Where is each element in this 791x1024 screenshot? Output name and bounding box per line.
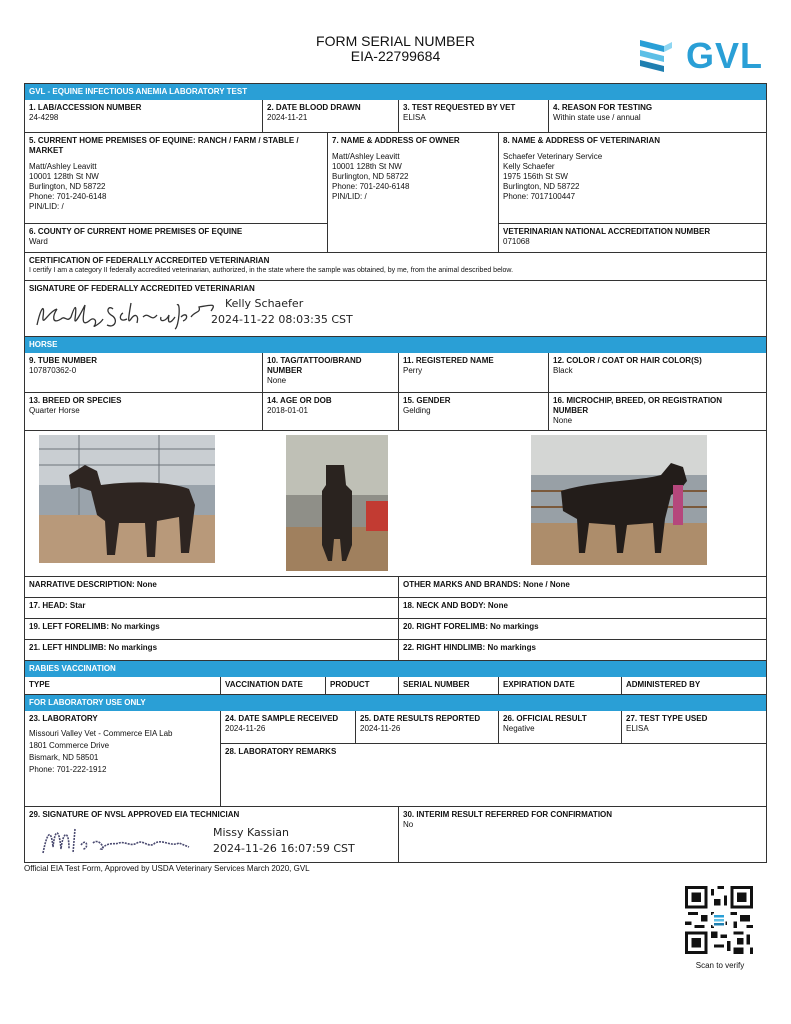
- field-test-type: [622, 711, 766, 744]
- column-header: ADMINISTERED BY: [626, 680, 701, 689]
- field-value: 1801 Commerce Drive: [29, 741, 110, 750]
- qr-logo-icon: [713, 914, 726, 927]
- certification-text: I certify I am a category II federally accredited veterinarian, authorized, in the state where the sample was obtained, by me, from the animal described below.: [29, 267, 514, 274]
- field-label: 21. LEFT HINDLIMB: No markings: [29, 643, 158, 652]
- field-label: 16. MICROCHIP, BREED, OR REGISTRATION: [553, 396, 723, 405]
- field-county: [25, 224, 328, 253]
- form-serial-number: EIA-22799684: [350, 48, 441, 64]
- field-home-premises: [25, 133, 328, 224]
- field-value: Kelly Schaefer: [503, 162, 555, 171]
- field-interim-result: [399, 807, 766, 862]
- section-lab-header: FOR LABORATORY USE ONLY: [25, 695, 766, 711]
- vet-signature-name: Kelly Schaefer: [225, 297, 304, 310]
- field-label: NUMBER: [267, 366, 303, 375]
- field-registered-name: [399, 353, 549, 393]
- field-label: 11. REGISTERED NAME: [403, 356, 494, 365]
- field-label: 6. COUNTY OF CURRENT HOME PREMISES OF EQUINE: [29, 227, 243, 236]
- field-value: Ward: [29, 237, 48, 246]
- verification-qr-code[interactable]: [685, 886, 753, 954]
- field-value: Missouri Valley Vet - Commerce EIA Lab: [29, 729, 173, 738]
- field-label: 23. LABORATORY: [29, 714, 98, 723]
- field-tube-number: [25, 353, 263, 393]
- field-label: 18. NECK AND BODY: None: [403, 601, 508, 610]
- field-tag-tattoo: [263, 353, 399, 393]
- field-label: 1. LAB/ACCESSION NUMBER: [29, 103, 142, 112]
- field-laboratory: [25, 711, 221, 807]
- field-value: No: [403, 820, 414, 829]
- marks-left-hindlimb: [25, 640, 399, 661]
- footer-note: Official EIA Test Form, Approved by USDA Veterinary Services March 2020, GVL: [24, 864, 310, 873]
- certification-title: CERTIFICATION OF FEDERALLY ACCREDITED VETERINARIAN: [29, 256, 270, 265]
- field-accreditation: [499, 224, 766, 253]
- field-breed: [25, 393, 263, 431]
- field-value: Burlington, ND 58722: [29, 182, 106, 191]
- field-label: NUMBER: [553, 406, 589, 415]
- field-value: Phone: 701-222-1912: [29, 765, 107, 774]
- field-color: [549, 353, 766, 393]
- field-value: Negative: [503, 724, 535, 733]
- field-value: 2024-11-26: [225, 724, 266, 733]
- field-label: 28. LABORATORY REMARKS: [225, 747, 337, 756]
- marks-head: [25, 598, 399, 619]
- field-value: Phone: 701-240-6148: [332, 182, 410, 191]
- marks-left-forelimb: [25, 619, 399, 640]
- field-value: 107870362-0: [29, 366, 77, 375]
- rabies-col-serial: [399, 677, 499, 695]
- field-label: 20. RIGHT FORELIMB: No markings: [403, 622, 539, 631]
- field-value: Phone: 701-240-6148: [29, 192, 107, 201]
- gvl-logo-icon: [638, 36, 678, 76]
- field-label: 25. DATE RESULTS REPORTED: [360, 714, 481, 723]
- field-date-received: [221, 711, 356, 744]
- field-value: Burlington, ND 58722: [503, 182, 580, 191]
- field-label: 2. DATE BLOOD DRAWN: [267, 103, 361, 112]
- field-lab-accession: [25, 100, 263, 133]
- field-value: Matt/Ashley Leavitt: [29, 162, 97, 171]
- field-value: PIN/LID: /: [332, 192, 367, 201]
- rabies-col-date: [221, 677, 326, 695]
- scan-to-verify-label: Scan to verify: [695, 961, 745, 970]
- rabies-col-type: [25, 677, 221, 695]
- field-label: 4. REASON FOR TESTING: [553, 103, 653, 112]
- field-veterinarian: [499, 133, 766, 224]
- field-label: 15. GENDER: [403, 396, 451, 405]
- field-label: 12. COLOR / COAT OR HAIR COLOR(S): [553, 356, 702, 365]
- column-header: EXPIRATION DATE: [503, 680, 575, 689]
- section-horse-header: HORSE: [25, 337, 766, 353]
- field-label: 27. TEST TYPE USED: [626, 714, 708, 723]
- field-official-result: [499, 711, 622, 744]
- field-value: ELISA: [403, 113, 426, 122]
- field-label: 7. NAME & ADDRESS OF OWNER: [332, 136, 460, 145]
- field-value: Black: [553, 366, 573, 375]
- field-label: 17. HEAD: Star: [29, 601, 86, 610]
- field-value: 1975 156th St SW: [503, 172, 568, 181]
- section-rabies-header: RABIES VACCINATION: [25, 661, 766, 677]
- rabies-col-administered: [622, 677, 766, 695]
- field-label: 14. AGE OR DOB: [267, 396, 332, 405]
- field-value: ELISA: [626, 724, 649, 733]
- field-value: Burlington, ND 58722: [332, 172, 409, 181]
- vet-signature-block: [25, 281, 766, 337]
- vet-signature-image: [31, 297, 221, 331]
- field-value: None: [553, 416, 573, 425]
- field-value: Phone: 7017100447: [503, 192, 576, 201]
- field-label: 24. DATE SAMPLE RECEIVED: [225, 714, 339, 723]
- field-label: 5. CURRENT HOME PREMISES OF EQUINE: RANCH / FARM / STABLE / MARKET: [29, 136, 299, 155]
- field-value: Within state use / annual: [553, 113, 641, 122]
- horse-photo-right: [531, 435, 707, 565]
- technician-signature-image: [39, 819, 199, 857]
- field-label: 13. BREED OR SPECIES: [29, 396, 122, 405]
- column-header: SERIAL NUMBER: [403, 680, 470, 689]
- field-value: Gelding: [403, 406, 431, 415]
- field-value: Matt/Ashley Leavitt: [332, 152, 400, 161]
- field-value: 10001 128th St NW: [332, 162, 402, 171]
- field-value: 2024-11-26: [360, 724, 401, 733]
- field-reason: [549, 100, 766, 133]
- field-label: SIGNATURE OF FEDERALLY ACCREDITED VETERINARIAN: [29, 284, 255, 293]
- field-lab-remarks: [221, 744, 766, 807]
- field-date-drawn: [263, 100, 399, 133]
- field-label: 10. TAG/TATTOO/BRAND: [267, 356, 362, 365]
- technician-signature-datetime: 2024-11-26 16:07:59 CST: [213, 842, 355, 855]
- field-owner: [328, 133, 499, 253]
- field-label: NARRATIVE DESCRIPTION: None: [29, 580, 157, 589]
- technician-signature-name: Missy Kassian: [213, 826, 290, 839]
- eia-form: [24, 83, 767, 863]
- field-label: 26. OFFICIAL RESULT: [503, 714, 587, 723]
- field-label: 3. TEST REQUESTED BY VET: [403, 103, 516, 112]
- horse-photo-front: [286, 435, 388, 571]
- column-header: VACCINATION DATE: [225, 680, 303, 689]
- field-label: 30. INTERIM RESULT REFERRED FOR CONFIRMATION: [403, 810, 613, 819]
- field-value: 24-4298: [29, 113, 59, 122]
- rabies-col-product: [326, 677, 399, 695]
- horse-photo-left: [39, 435, 215, 563]
- field-test-requested: [399, 100, 549, 133]
- field-label: VETERINARIAN NATIONAL ACCREDITATION NUMBER: [503, 227, 711, 236]
- marks-neck: [399, 598, 766, 619]
- field-value: Bismark, ND 58501: [29, 753, 99, 762]
- field-age: [263, 393, 399, 431]
- horse-photos: [25, 431, 766, 577]
- field-value: Perry: [403, 366, 423, 375]
- field-label: 8. NAME & ADDRESS OF VETERINARIAN: [503, 136, 661, 145]
- marks-right-hindlimb: [399, 640, 766, 661]
- field-label: OTHER MARKS AND BRANDS: None / None: [403, 580, 570, 589]
- field-label: 22. RIGHT HINDLIMB: No markings: [403, 643, 536, 652]
- vet-signature-datetime: 2024-11-22 08:03:35 CST: [211, 313, 353, 326]
- field-label: 9. TUBE NUMBER: [29, 356, 98, 365]
- field-value: PIN/LID: /: [29, 202, 64, 211]
- section-test-header: GVL - EQUINE INFECTIOUS ANEMIA LABORATORY TEST: [25, 84, 766, 100]
- gvl-logo: [638, 36, 768, 76]
- field-value: 071068: [503, 237, 530, 246]
- rabies-col-expiration: [499, 677, 622, 695]
- field-value: Schaefer Veterinary Service: [503, 152, 603, 161]
- column-header: PRODUCT: [330, 680, 370, 689]
- field-value: 2018-01-01: [267, 406, 308, 415]
- field-value: None: [267, 376, 287, 385]
- field-gender: [399, 393, 549, 431]
- field-value: Quarter Horse: [29, 406, 80, 415]
- technician-signature-block: [25, 807, 399, 862]
- field-date-reported: [356, 711, 499, 744]
- form-serial-label: FORM SERIAL NUMBER: [316, 33, 475, 49]
- field-value: 10001 128th St NW: [29, 172, 99, 181]
- field-label: 29. SIGNATURE OF NVSL APPROVED EIA TECHNICIAN: [29, 810, 240, 819]
- marks-right-forelimb: [399, 619, 766, 640]
- field-microchip: [549, 393, 766, 431]
- marks-other: [399, 577, 766, 598]
- gvl-logo-text: GVL: [686, 35, 764, 76]
- certification-block: [25, 253, 766, 281]
- field-label: 19. LEFT FORELIMB: No markings: [29, 622, 160, 631]
- column-header: TYPE: [29, 680, 50, 689]
- marks-narrative: [25, 577, 399, 598]
- field-value: 2024-11-21: [267, 113, 308, 122]
